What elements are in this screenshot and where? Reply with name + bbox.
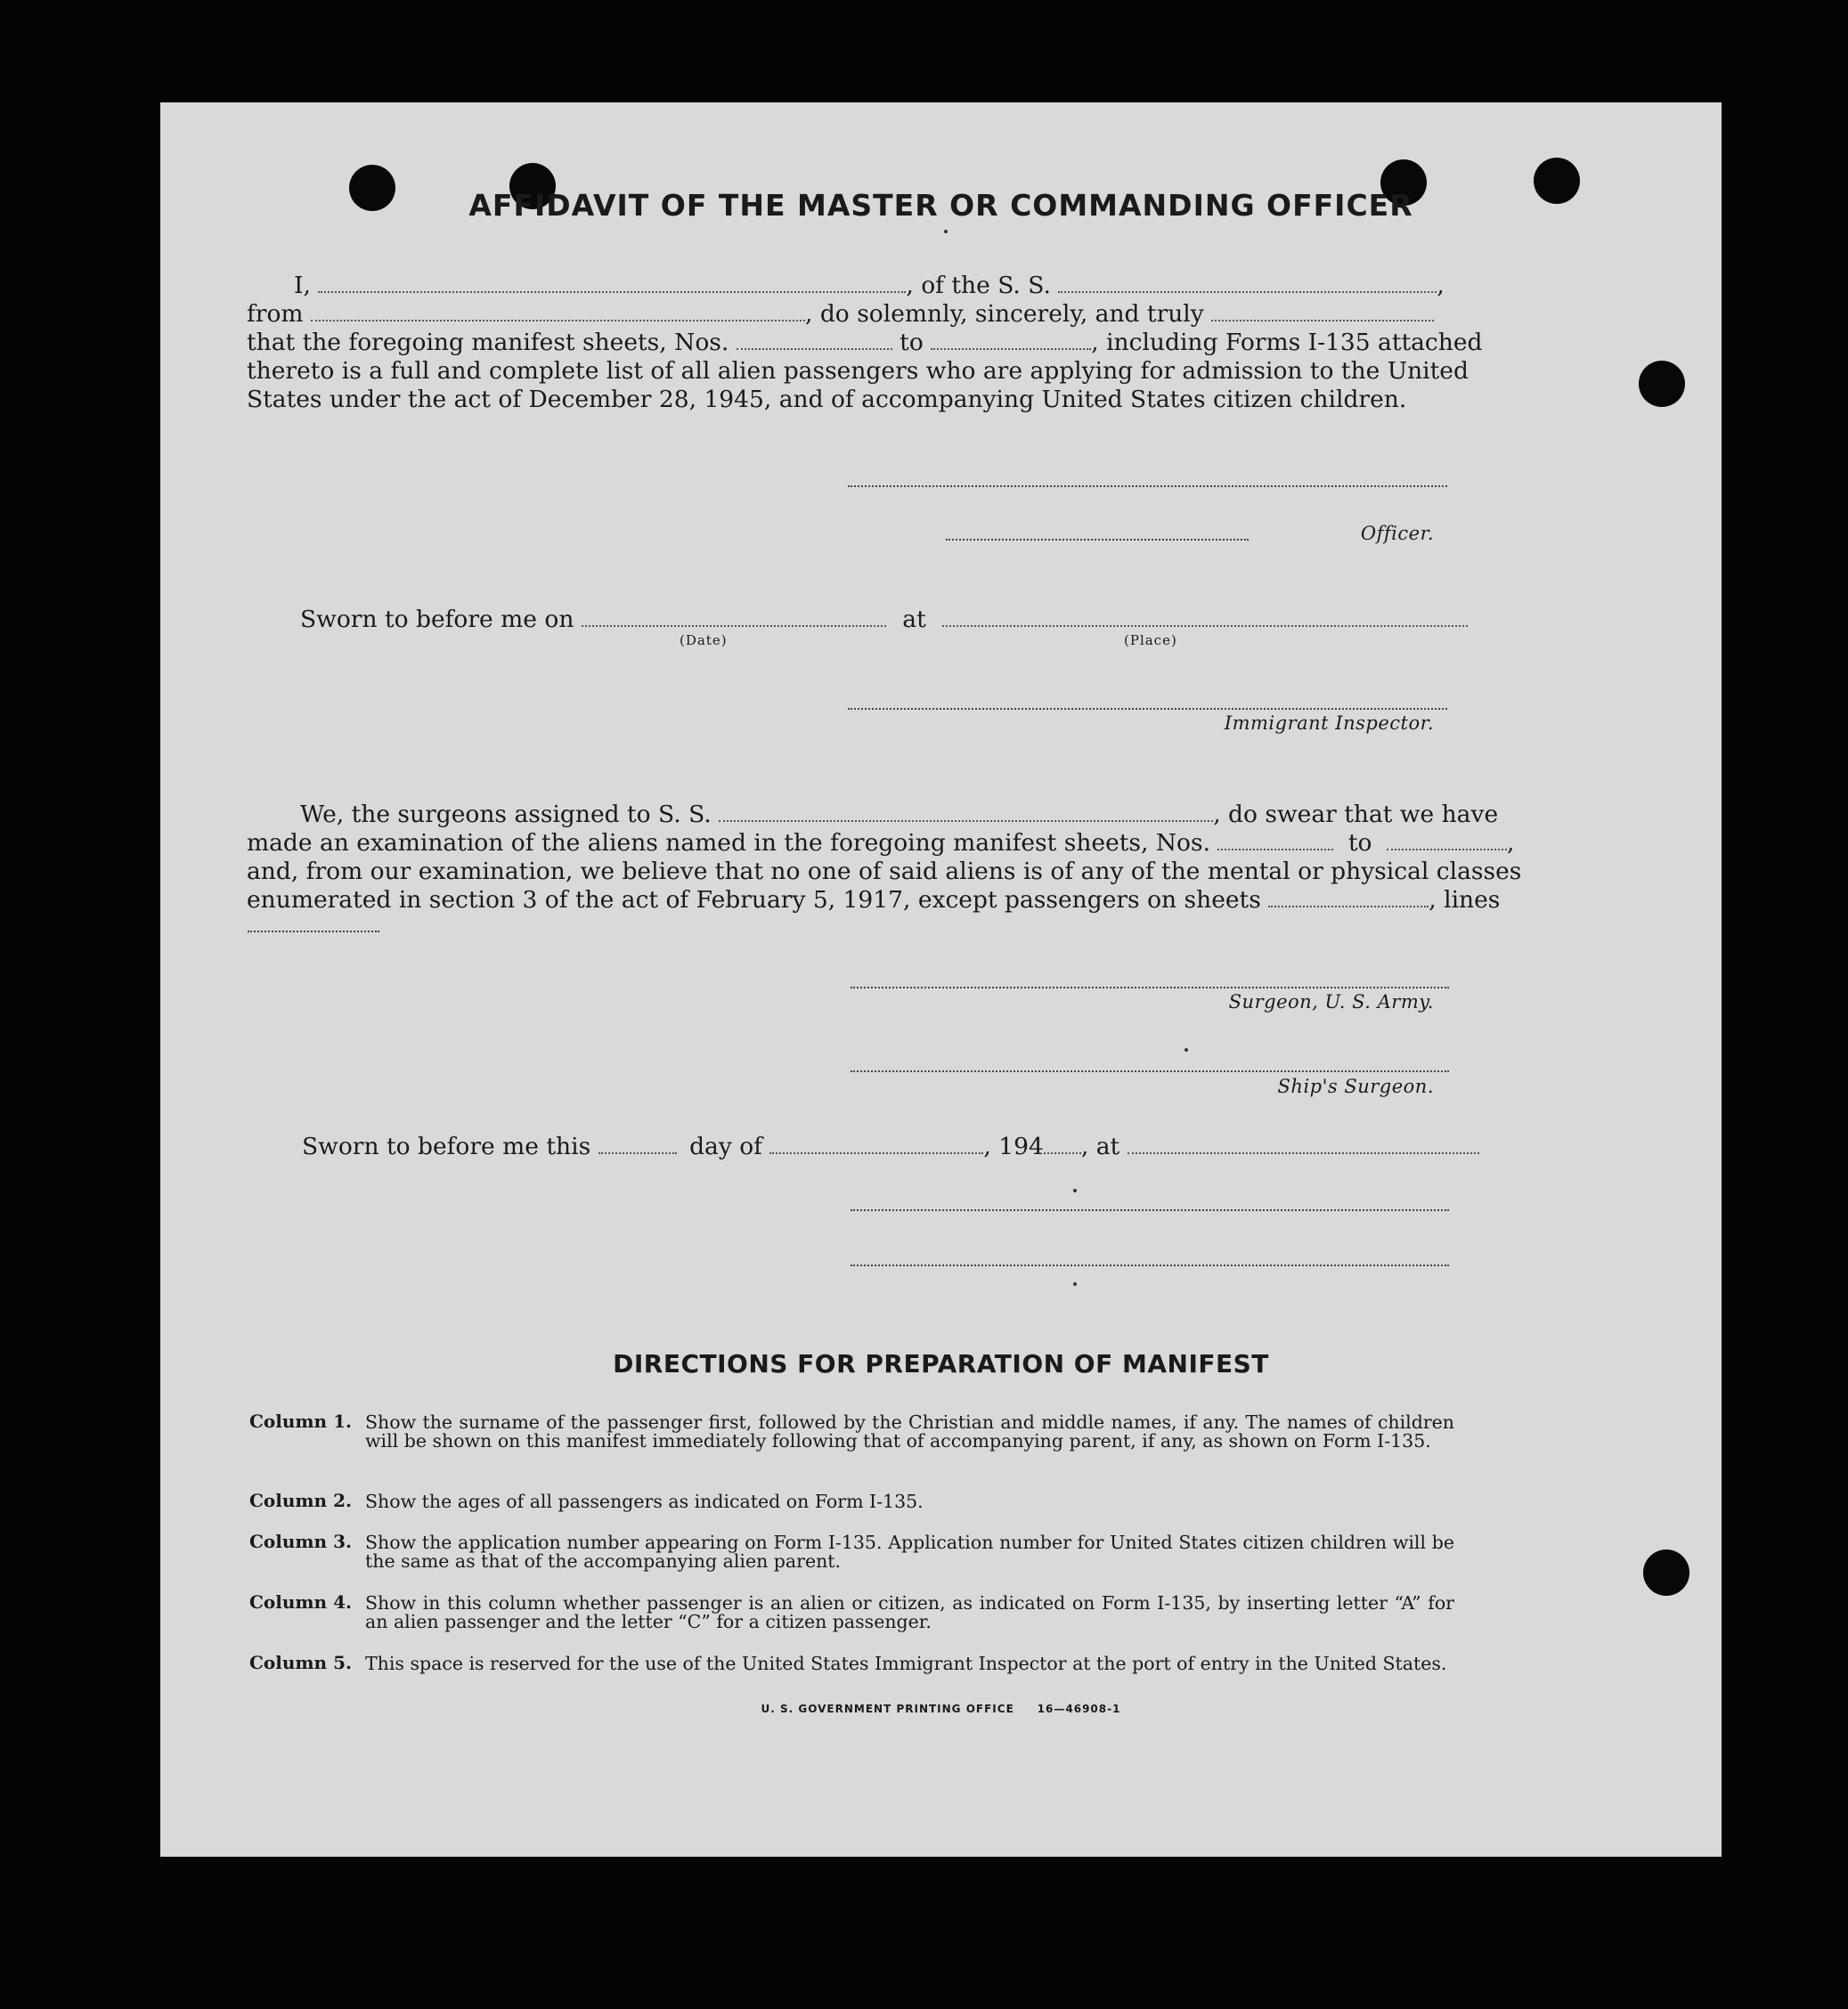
- affidavit-line-2: [247, 300, 1434, 329]
- text: to: [1347, 829, 1372, 857]
- sworn-this-line: [302, 1133, 1479, 1161]
- direction-label: Column 3.: [249, 1531, 352, 1552]
- text: Sworn to before me this: [302, 1133, 591, 1160]
- direction-text: Show in this column whether passenger is an alien or citizen, as indicated on Form I-135, by inserting letter “A” for an alien passenger and the letter “C” for a citizen passenger.: [365, 1592, 1454, 1632]
- inspector-signature-line[interactable]: [848, 708, 1447, 710]
- direction-text: This space is reserved for the use of the United States Immigrant Inspector at the port of entry in the United States.: [365, 1653, 1447, 1674]
- text: We, the surgeons assigned to S. S.: [300, 801, 712, 828]
- text: , do solemnly, sincerely, and truly: [805, 300, 1204, 328]
- from-field[interactable]: [311, 302, 805, 321]
- lines-field[interactable]: [248, 931, 379, 932]
- affidavit-line-1: [294, 272, 1445, 300]
- affidavit-line-3: [247, 329, 1482, 357]
- officer-label: Officer.: [1360, 523, 1434, 544]
- witness-signature-line[interactable]: [851, 1209, 1449, 1211]
- sheet-to-field[interactable]: [931, 330, 1091, 350]
- text: at: [902, 606, 926, 633]
- direction-text: Show the surname of the passenger first, followed by the Christian and middle names, if any. The names of children will be shown on this manifest immediately following that of accompanying parent, if any, as shown on Form I-135.: [365, 1411, 1454, 1452]
- text: , lines: [1429, 886, 1501, 914]
- scan-speck: [1073, 1282, 1077, 1286]
- affidavit-line-5: States under the act of December 28, 1945, and of accompanying United States citizen children.: [247, 386, 1407, 413]
- sworn-date-field[interactable]: [582, 607, 886, 627]
- surgeons-line-4: [247, 886, 1500, 915]
- inspector-label: Immigrant Inspector.: [1224, 712, 1434, 734]
- directions-title: DIRECTIONS FOR PREPARATION OF MANIFEST: [613, 1349, 1269, 1379]
- day-field[interactable]: [598, 1135, 677, 1154]
- surgeons-line-1: [300, 801, 1498, 829]
- exam-sheet-to-field[interactable]: [1387, 831, 1507, 850]
- sworn-on-line: [300, 606, 1468, 634]
- text: enumerated in section 3 of the act of February 5, 1917, except passengers on sheets: [247, 886, 1261, 914]
- text: to: [900, 329, 924, 356]
- exam-sheet-from-field[interactable]: [1217, 831, 1333, 850]
- text: day of: [689, 1133, 762, 1160]
- direction-text: Show the ages of all passengers as indicated on Form I-135.: [365, 1491, 924, 1512]
- month-field[interactable]: [769, 1135, 983, 1154]
- officer-signature-line[interactable]: [848, 485, 1447, 487]
- form-page: [160, 102, 1722, 1857]
- direction-label: Column 2.: [249, 1490, 352, 1511]
- punch-hole: [1643, 1549, 1689, 1596]
- text: , 194: [983, 1133, 1044, 1160]
- affidavit-line-4: thereto is a full and complete list of all alien passengers who are applying for admission to the United: [247, 357, 1469, 385]
- sheet-from-field[interactable]: [737, 330, 892, 350]
- place-caption: (Place): [1124, 632, 1177, 648]
- surgeon-ship-field[interactable]: [719, 802, 1213, 822]
- text: I,: [294, 272, 311, 299]
- direction-label: Column 5.: [249, 1652, 352, 1673]
- name-field[interactable]: [318, 273, 906, 293]
- text: that the foregoing manifest sheets, Nos.: [247, 329, 729, 356]
- sworn-this-place-field[interactable]: [1128, 1135, 1479, 1154]
- text: Sworn to before me on: [300, 606, 574, 633]
- ship-surgeon-label: Ship's Surgeon.: [1277, 1076, 1434, 1097]
- surgeons-line-3: and, from our examination, we believe that no one of said aliens is of any of the mental or physical classes: [247, 858, 1522, 885]
- scan-speck: [944, 230, 948, 233]
- printer-footer: U. S. GOVERNMENT PRINTING OFFICE 16—46908-1: [761, 1703, 1121, 1715]
- text: , of the S. S.: [906, 272, 1051, 299]
- direction-text: Show the application number appearing on Form I-135. Application number for United States citizen children will be the same as that of the accompanying alien parent.: [365, 1532, 1454, 1572]
- scan-speck: [1185, 1048, 1188, 1052]
- text: , including Forms I-135 attached: [1091, 329, 1483, 356]
- witness-title-line[interactable]: [851, 1265, 1449, 1266]
- except-sheets-field[interactable]: [1268, 888, 1429, 907]
- oath-field[interactable]: [1211, 302, 1434, 321]
- direction-label: Column 4.: [249, 1591, 352, 1613]
- ship-surgeon-signature-line[interactable]: [851, 1070, 1449, 1072]
- officer-name-line[interactable]: [946, 539, 1249, 541]
- text: , do swear that we have: [1213, 801, 1499, 828]
- text: , at: [1080, 1133, 1120, 1160]
- surgeons-line-2: [247, 829, 1514, 858]
- year-field[interactable]: [1044, 1135, 1081, 1154]
- scan-speck: [1073, 1189, 1077, 1192]
- text: made an examination of the aliens named in the foregoing manifest sheets, Nos.: [247, 829, 1211, 857]
- sworn-place-field[interactable]: [942, 607, 1468, 627]
- army-surgeon-signature-line[interactable]: [851, 987, 1449, 988]
- text: ,: [1506, 829, 1515, 857]
- punch-hole: [1639, 361, 1685, 407]
- direction-label: Column 1.: [249, 1411, 352, 1432]
- ship-name-field[interactable]: [1058, 273, 1437, 293]
- affidavit-title: AFFIDAVIT OF THE MASTER OR COMMANDING OFFICER: [468, 188, 1413, 223]
- text: ,: [1437, 272, 1445, 299]
- date-caption: (Date): [680, 632, 728, 648]
- army-surgeon-label: Surgeon, U. S. Army.: [1228, 991, 1434, 1013]
- text: from: [247, 300, 304, 328]
